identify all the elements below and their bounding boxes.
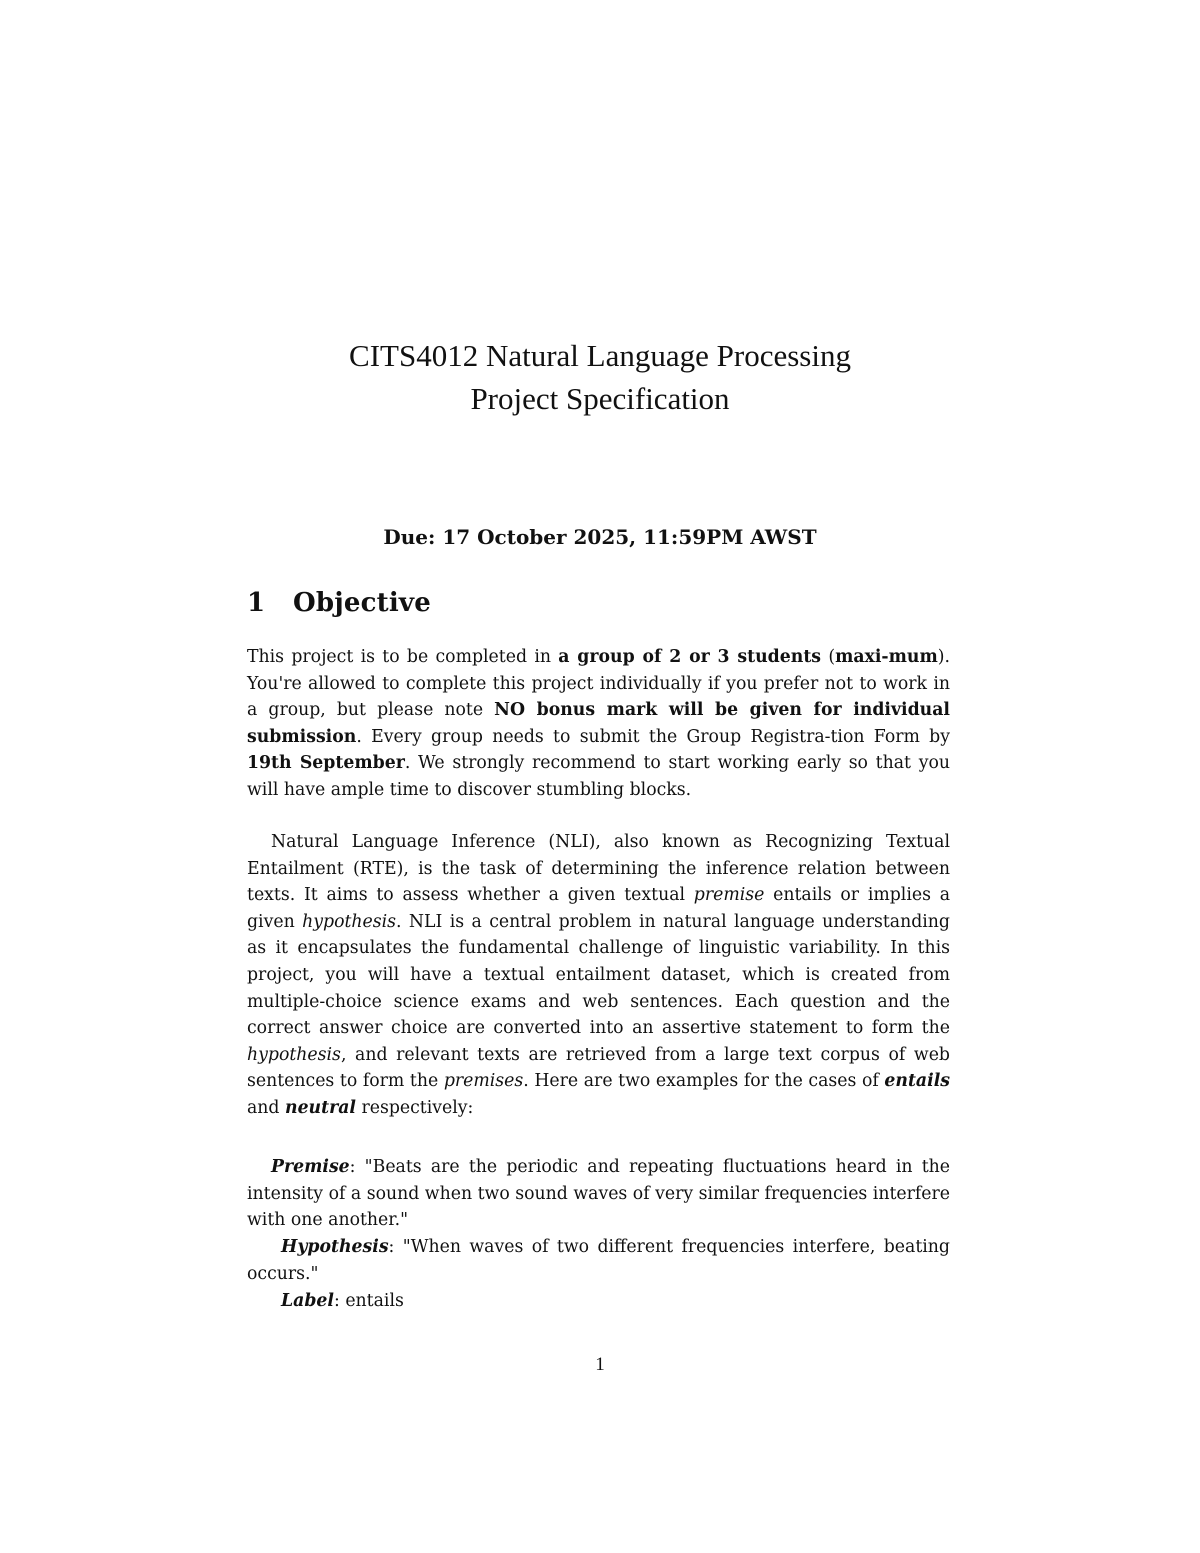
document-title xyxy=(0,334,1200,420)
text-run: . We strongly recommend to start working early so that you will have ample time to discover stumbling blocks. xyxy=(247,753,950,800)
text-run: , and relevant texts are retrieved from a large text corpus of web sentences to form the xyxy=(247,1044,950,1092)
page-number: 1 xyxy=(595,1354,605,1375)
section-number: 1 xyxy=(247,588,266,618)
bold-run: NO bonus mark will be given for individual submission xyxy=(247,700,950,747)
bold-run: maxi-mum xyxy=(835,647,938,667)
bold-italic-run: neutral xyxy=(285,1097,356,1118)
text-run: entails or implies a given xyxy=(247,885,951,932)
due-date: Due: 17 October 2025, 11:59PM AWST xyxy=(383,525,817,549)
title-line-course: CITS4012 Natural Language Processing xyxy=(349,338,851,373)
title-line-spec: Project Specification xyxy=(470,381,730,416)
text-run: and xyxy=(247,1097,285,1118)
italic-run: premises xyxy=(443,1071,524,1092)
hypothesis-label: Hypothesis xyxy=(281,1237,389,1257)
italic-run: hypothesis xyxy=(302,911,397,932)
bold-run: a group of 2 or 3 students xyxy=(558,647,822,667)
text-run: This project is to be completed in xyxy=(247,647,559,667)
text-run: ). You're allowed to complete this project individually if you prefer not to work in a group, but please note xyxy=(247,647,950,721)
text-run: respectively: xyxy=(355,1097,474,1118)
text-run: Natural Language Inference (NLI), also known as Recognizing Textual Entailment (RTE), is the task of determining the inference relation between texts. It aims to assess whether a given textual xyxy=(247,832,950,906)
bold-italic-run: entails xyxy=(884,1071,950,1092)
premise-label: Premise xyxy=(271,1157,350,1177)
bold-run: 19th September xyxy=(247,753,405,774)
text-run: . Here are two examples for the cases of xyxy=(523,1071,885,1092)
label-label: Label xyxy=(281,1291,334,1311)
italic-run: hypothesis xyxy=(247,1044,341,1065)
example-premise xyxy=(247,1154,950,1234)
hypothesis-text: : "When waves of two different frequencies interfere, beating occurs." xyxy=(247,1237,950,1284)
italic-run: premise xyxy=(693,885,765,906)
section-title: Objective xyxy=(293,588,431,618)
premise-text: : "Beats are the periodic and repeating fluctuations heard in the intensity of a sound when two sound waves of very similar frequencies interfere with one another." xyxy=(247,1157,950,1231)
text-run: ( xyxy=(821,647,836,667)
example-label xyxy=(247,1288,984,1315)
example-hypothesis xyxy=(247,1234,950,1287)
text-run: . Every group needs to submit the Group Registra-tion Form by xyxy=(356,726,950,747)
paragraph-group-info xyxy=(247,644,950,804)
section-heading xyxy=(247,588,431,618)
paragraph-nli-intro xyxy=(247,829,950,1122)
label-text: : entails xyxy=(334,1291,404,1311)
text-run: . NLI is a central problem in natural language understanding as it encapsulates the fundamental challenge of linguistic variability. In this project, you will have a textual entailment dataset, which is created from multiple-choice science exams and web sentences. Each question and the correct answer choice are converted into an assertive statement to form the xyxy=(247,911,950,1039)
